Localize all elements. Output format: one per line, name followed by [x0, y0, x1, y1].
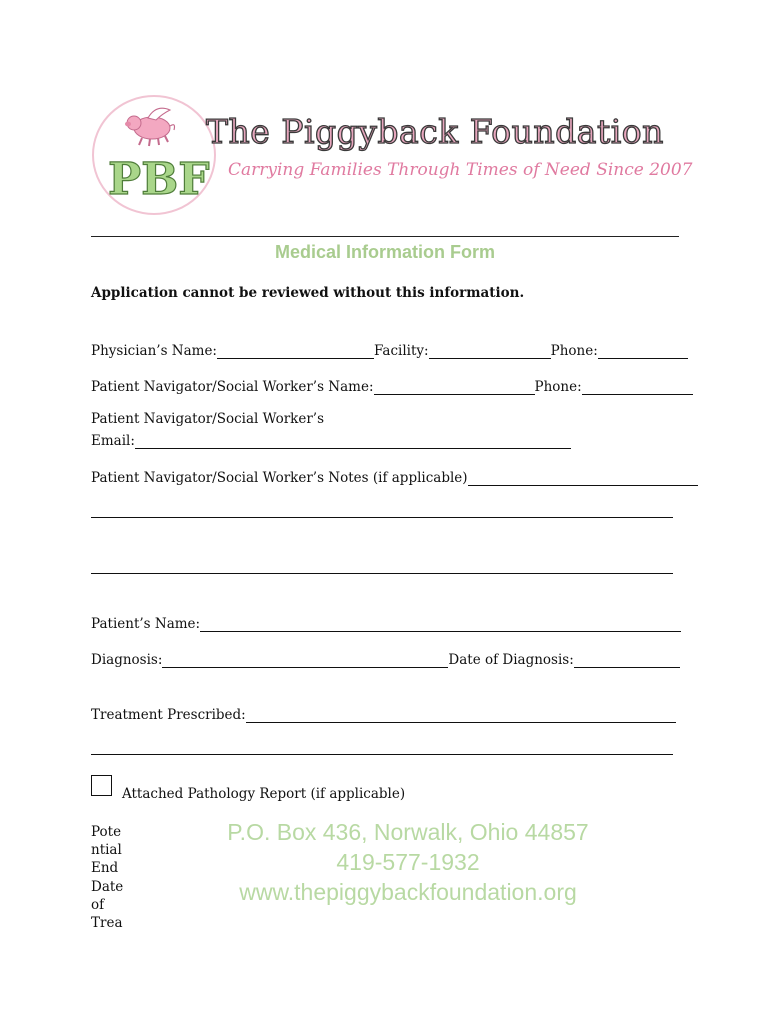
organization-tagline: Carrying Families Through Times of Need Since 2007 — [228, 160, 693, 180]
facility-label: Facility: — [373, 343, 429, 359]
physician-name-field[interactable] — [217, 343, 374, 359]
end-date-label-line: of — [91, 896, 105, 913]
pathology-report-label: Attached Pathology Report (if applicable) — [122, 786, 406, 802]
navigator-phone-label: Phone: — [534, 379, 582, 395]
treatment-line-2[interactable] — [91, 754, 673, 755]
navigator-email-label: Email: — [91, 433, 135, 449]
end-date-label-line: End — [91, 860, 119, 877]
footer-phone: 419-577-1932 — [336, 849, 480, 875]
navigator-name-field[interactable] — [374, 379, 535, 395]
navigator-notes-row — [91, 466, 698, 486]
diagnosis-label: Diagnosis: — [91, 652, 163, 668]
organization-name: The Piggyback Foundation — [206, 112, 664, 151]
diagnosis-row — [91, 648, 680, 668]
treatment-field[interactable] — [246, 707, 676, 723]
navigator-notes-label: Patient Navigator/Social Worker’s Notes (if applicable) — [91, 470, 468, 486]
navigator-phone-field[interactable] — [582, 379, 693, 395]
physician-phone-label: Phone: — [550, 343, 598, 359]
pig-icon — [125, 108, 175, 146]
physician-name-label: Physician’s Name: — [91, 343, 217, 359]
notes-line-3[interactable] — [91, 573, 673, 574]
navigator-email-row — [91, 429, 571, 449]
date-of-diagnosis-label: Date of Diagnosis: — [448, 652, 574, 668]
svg-text:PBF: PBF — [108, 154, 210, 205]
form-notice: Application cannot be reviewed without this information. — [91, 285, 525, 301]
navigator-notes-field[interactable] — [468, 470, 698, 486]
navigator-name-row — [91, 375, 693, 395]
header-divider — [91, 236, 679, 237]
potential-end-date-label — [91, 823, 127, 932]
treatment-label: Treatment Prescribed: — [91, 707, 246, 723]
treatment-row — [91, 703, 676, 723]
end-date-label-line: Date — [91, 878, 124, 895]
footer-address: P.O. Box 436, Norwalk, Ohio 44857 — [227, 819, 589, 845]
date-of-diagnosis-field[interactable] — [574, 652, 680, 668]
patient-name-field[interactable] — [200, 616, 681, 632]
footer-website[interactable]: www.thepiggybackfoundation.org — [239, 879, 577, 905]
form-title: Medical Information Form — [274, 242, 496, 262]
diagnosis-field[interactable] — [162, 652, 448, 668]
navigator-email-field[interactable] — [135, 433, 571, 449]
navigator-email-label-line1: Patient Navigator/Social Worker’s — [91, 411, 325, 427]
patient-name-label: Patient’s Name: — [91, 616, 201, 632]
facility-field[interactable] — [429, 343, 551, 359]
patient-name-row — [91, 612, 681, 632]
physician-row — [91, 339, 688, 359]
end-date-label-line: ntial — [91, 842, 122, 859]
notes-line-2[interactable] — [91, 517, 673, 518]
end-date-label-line: Trea — [91, 915, 123, 932]
navigator-name-label: Patient Navigator/Social Worker’s Name: — [91, 379, 374, 395]
pathology-report-checkbox[interactable] — [91, 775, 112, 796]
foundation-logo — [90, 92, 220, 218]
end-date-label-line: Pote — [91, 824, 122, 840]
physician-phone-field[interactable] — [598, 343, 688, 359]
